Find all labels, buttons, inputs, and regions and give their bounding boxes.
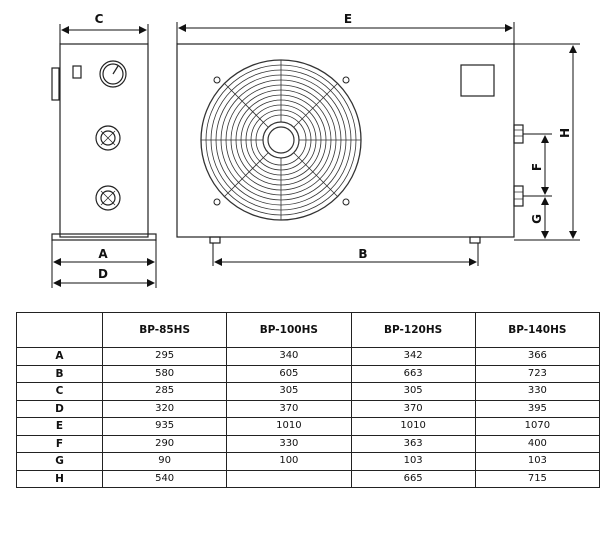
table-cell: 663 bbox=[351, 365, 475, 383]
model-header: BP-140HS bbox=[475, 313, 599, 348]
table-cell: 370 bbox=[351, 400, 475, 418]
table-cell: 580 bbox=[103, 365, 227, 383]
table-cell: 395 bbox=[475, 400, 599, 418]
table-row bbox=[17, 365, 600, 383]
table-cell: 540 bbox=[103, 470, 227, 488]
table-row bbox=[17, 453, 600, 471]
model-header: BP-85HS bbox=[103, 313, 227, 348]
table-cell: 935 bbox=[103, 418, 227, 436]
table-cell: 1010 bbox=[351, 418, 475, 436]
dimension-b bbox=[213, 243, 478, 266]
table-corner-cell bbox=[17, 313, 103, 348]
dim-label-d: D bbox=[98, 267, 108, 281]
table-cell: 715 bbox=[475, 470, 599, 488]
dim-label-e: E bbox=[343, 12, 353, 26]
table-cell: 103 bbox=[351, 453, 475, 471]
table-cell: 605 bbox=[227, 365, 351, 383]
table-cell: 290 bbox=[103, 435, 227, 453]
table-cell: 366 bbox=[475, 348, 599, 366]
pressure-gauge-icon bbox=[100, 61, 126, 87]
table-cell: 1070 bbox=[475, 418, 599, 436]
right-foot bbox=[470, 237, 480, 243]
row-label: C bbox=[17, 383, 103, 401]
front-view bbox=[177, 44, 523, 243]
side-switch bbox=[73, 66, 81, 78]
side-handle bbox=[52, 68, 59, 100]
table-cell: 340 bbox=[227, 348, 351, 366]
table-cell: 100 bbox=[227, 453, 351, 471]
dimension-c bbox=[60, 24, 148, 44]
dim-label-b: B bbox=[358, 247, 368, 261]
row-label: A bbox=[17, 348, 103, 366]
row-label: G bbox=[17, 453, 103, 471]
row-label: F bbox=[17, 435, 103, 453]
table-cell: 285 bbox=[103, 383, 227, 401]
control-panel bbox=[461, 65, 494, 96]
dim-label-g: G bbox=[530, 214, 544, 224]
table-cell: 320 bbox=[103, 400, 227, 418]
row-label: D bbox=[17, 400, 103, 418]
fan-grille-icon bbox=[201, 60, 361, 220]
dimension-specs-table bbox=[16, 312, 600, 488]
dimension-h bbox=[514, 44, 580, 240]
table-cell: 330 bbox=[475, 383, 599, 401]
water-inlet-icon bbox=[96, 186, 120, 210]
table-cell: 330 bbox=[227, 435, 351, 453]
table-cell: 90 bbox=[103, 453, 227, 471]
side-view bbox=[52, 44, 156, 240]
table-cell: 305 bbox=[351, 383, 475, 401]
dim-label-h: H bbox=[558, 127, 572, 139]
water-outlet-icon bbox=[96, 126, 120, 150]
table-row bbox=[17, 470, 600, 488]
front-body bbox=[177, 44, 514, 237]
table-cell: 363 bbox=[351, 435, 475, 453]
table-cell: 342 bbox=[351, 348, 475, 366]
connector-upper-icon bbox=[514, 125, 523, 143]
table-cell bbox=[227, 470, 351, 488]
row-label: B bbox=[17, 365, 103, 383]
model-header: BP-100HS bbox=[227, 313, 351, 348]
table-row bbox=[17, 418, 600, 436]
table-cell: 103 bbox=[475, 453, 599, 471]
model-header: BP-120HS bbox=[351, 313, 475, 348]
table-row bbox=[17, 400, 600, 418]
table-header-row bbox=[17, 313, 600, 348]
left-foot bbox=[210, 237, 220, 243]
table-cell: 665 bbox=[351, 470, 475, 488]
table-cell: 370 bbox=[227, 400, 351, 418]
table-row bbox=[17, 435, 600, 453]
connector-lower-icon bbox=[514, 186, 523, 206]
table-cell: 723 bbox=[475, 365, 599, 383]
table-cell: 1010 bbox=[227, 418, 351, 436]
table-cell: 400 bbox=[475, 435, 599, 453]
table-cell: 295 bbox=[103, 348, 227, 366]
dim-label-a: A bbox=[98, 247, 108, 261]
table-cell: 305 bbox=[227, 383, 351, 401]
dim-label-f: F bbox=[530, 162, 544, 172]
row-label: H bbox=[17, 470, 103, 488]
dim-label-c: C bbox=[94, 12, 104, 26]
table-row bbox=[17, 383, 600, 401]
table-row bbox=[17, 348, 600, 366]
row-label: E bbox=[17, 418, 103, 436]
